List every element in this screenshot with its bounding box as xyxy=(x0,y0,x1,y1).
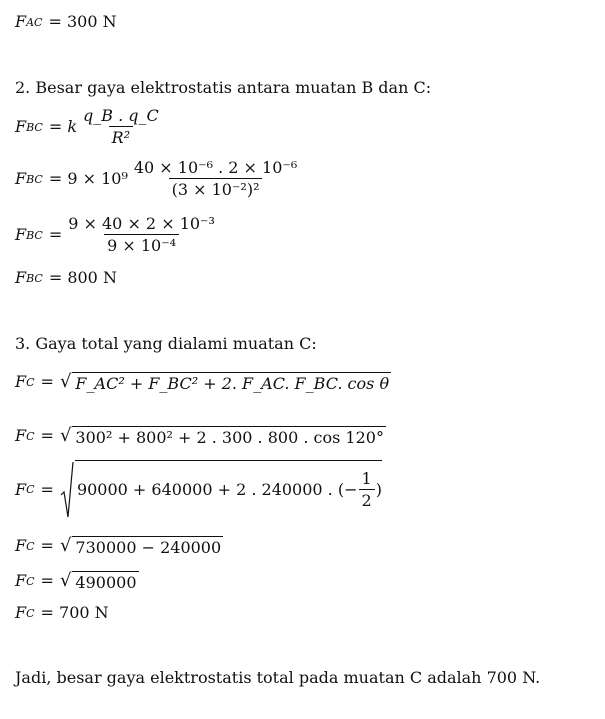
fraction-numerator: 9 × 40 × 2 × 10⁻³ xyxy=(68,214,215,233)
fraction-denominator: (3 × 10⁻²)² xyxy=(169,178,263,198)
fraction-numerator: 1 xyxy=(361,469,372,488)
equation-rhs: = 800 N xyxy=(48,268,117,287)
equation-fbc-simplify xyxy=(15,216,221,254)
force-symbol: F xyxy=(15,536,27,555)
force-subscript: C xyxy=(26,574,35,588)
force-symbol: F xyxy=(15,225,27,244)
equation-fc-subtract: F C = √ 730000 − 240000 xyxy=(15,535,222,557)
force-symbol: F xyxy=(15,372,27,391)
section-heading-3: 3. Gaya total yang dialami muatan C: xyxy=(15,334,317,353)
equation-fc-root: F C = √ 490000 xyxy=(15,570,137,592)
fraction xyxy=(131,160,300,198)
force-subscript: C xyxy=(26,429,35,443)
fraction-numerator: q_B . q_C xyxy=(83,106,159,125)
fraction-denominator: R² xyxy=(109,126,133,146)
force-subscript: C xyxy=(26,483,35,496)
equation-rhs: = 300 N xyxy=(48,12,117,31)
equation-fbc-substitution xyxy=(15,160,303,198)
force-subscript: BC xyxy=(26,228,43,242)
force-subscript: BC xyxy=(26,120,43,134)
radicand-text: 90000 + 640000 + 2 . 240000 . (− xyxy=(76,480,358,499)
force-symbol: F xyxy=(15,117,27,136)
radical-sign-icon: √ xyxy=(59,425,72,446)
radical-sign-icon xyxy=(60,461,74,519)
radical-sign-icon: √ xyxy=(59,535,72,556)
force-subscript: C xyxy=(26,606,35,620)
force-symbol: F xyxy=(15,479,27,499)
radicand: 300² + 800² + 2 . 300 . 800 . cos 120° xyxy=(72,426,386,446)
square-root xyxy=(60,536,223,556)
radical-sign-icon: √ xyxy=(59,371,72,392)
fraction-numerator: 40 × 10⁻⁶ . 2 × 10⁻⁶ xyxy=(133,158,298,177)
force-subscript: BC xyxy=(26,271,43,285)
equation-fc-substitution: F C = √ 300² + 800² + 2 . 300 . 800 . cos 120° xyxy=(15,425,384,447)
equation-prefix: = xyxy=(48,225,63,244)
equation-fc-result xyxy=(15,605,109,621)
section-heading-2: 2. Besar gaya elektrostatis antara muatan B dan C: xyxy=(15,78,432,97)
equation-fc-formula: F C = √ F_AC² + F_BC² + 2. F_AC. F_BC. cos θ xyxy=(15,371,390,393)
force-symbol: F xyxy=(15,603,27,622)
equation-prefix: = k xyxy=(48,117,78,136)
square-root xyxy=(60,426,386,446)
force-symbol: F xyxy=(15,12,27,31)
square-root xyxy=(60,571,139,591)
equation-prefix: = 9 × 10⁹ xyxy=(48,169,128,188)
force-symbol: F xyxy=(15,426,27,445)
fraction xyxy=(80,108,162,146)
force-symbol: F xyxy=(15,169,27,188)
force-symbol: F xyxy=(15,268,27,287)
equation-rhs: = 700 N xyxy=(40,603,109,622)
fraction-denominator: 9 × 10⁻⁴ xyxy=(104,234,179,254)
radicand xyxy=(75,460,382,519)
radicand: 730000 − 240000 xyxy=(72,536,223,556)
equation-fbc-coulomb xyxy=(15,108,165,146)
force-symbol: F xyxy=(15,571,27,590)
closing-paren: ) xyxy=(375,480,382,499)
equation-fac-result xyxy=(15,14,117,30)
fraction xyxy=(359,471,375,509)
force-subscript: C xyxy=(26,375,35,389)
radicand: 490000 xyxy=(72,571,138,591)
force-subscript: C xyxy=(26,539,35,553)
equation-fbc-result xyxy=(15,270,117,286)
square-root xyxy=(60,372,391,392)
force-subscript: BC xyxy=(26,172,43,186)
conclusion-text: Jadi, besar gaya elektrostatis total pada muatan C adalah 700 N. xyxy=(15,668,541,687)
fraction-denominator: 2 xyxy=(359,489,375,509)
radical-sign-icon: √ xyxy=(59,570,72,591)
radicand: F_AC² + F_BC² + 2. F_AC. F_BC. cos θ xyxy=(72,372,391,392)
equation-fc-expand: F C = 90000 + 640000 + 2 . 240000 . (− $\frac{1}{2}$ ) xyxy=(15,460,382,519)
force-subscript: AC xyxy=(26,15,43,29)
fraction xyxy=(65,216,218,254)
